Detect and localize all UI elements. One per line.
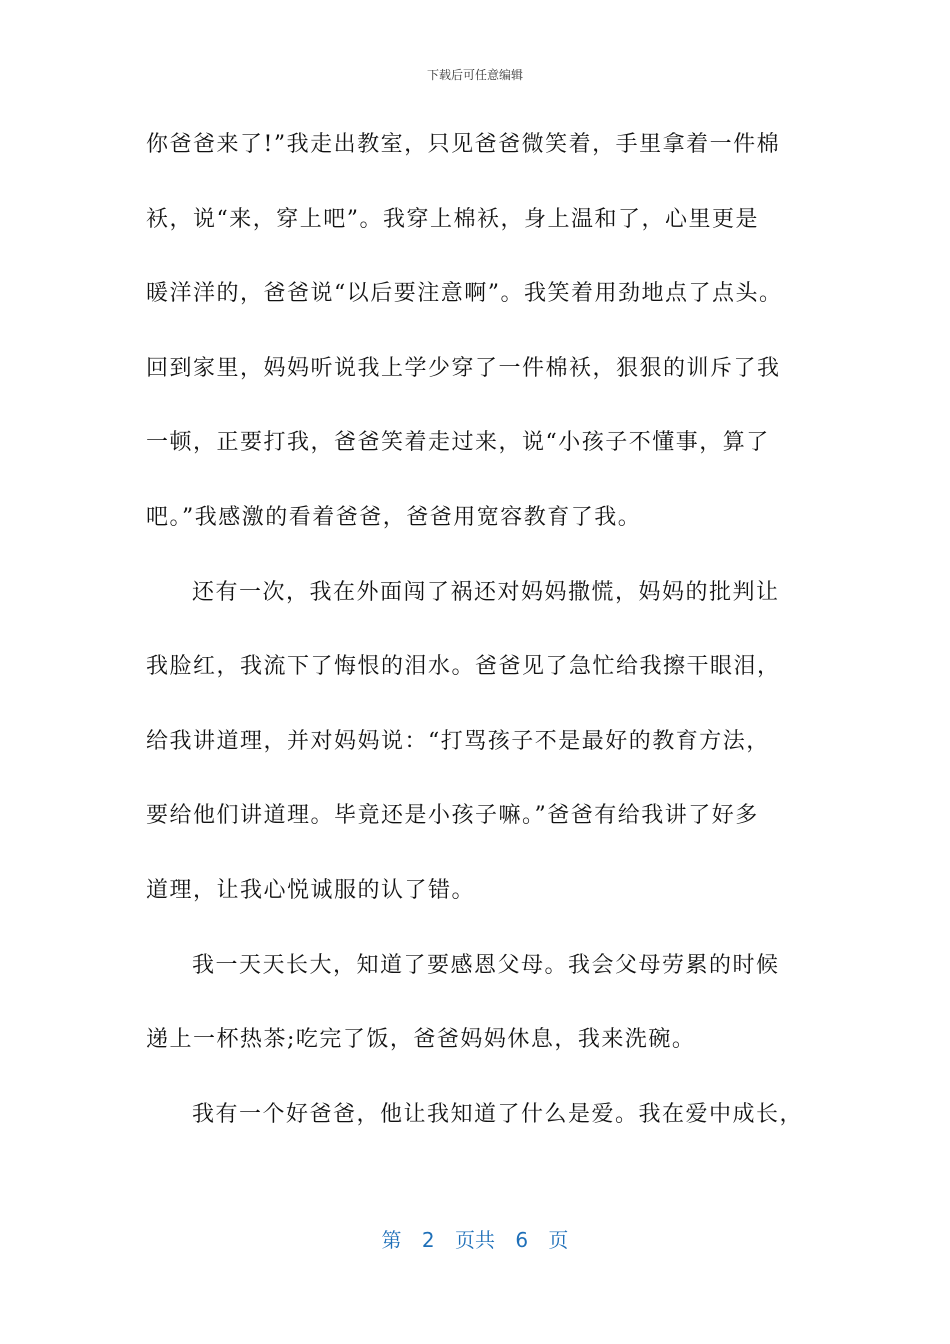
text-line: 回到家里，妈妈听说我上学少穿了一件棉袄，狠狠的训斥了我 xyxy=(146,355,781,381)
text-line: 要给他们讲道理。毕竟还是小孩子嘛。”爸爸有给我讲了好多 xyxy=(146,803,759,829)
text-line: 吧。”我感激的看着爸爸，爸爸用宽容教育了我。 xyxy=(146,504,642,530)
page-number-footer: 第 2 页共 6 页 xyxy=(381,1228,569,1252)
text-line: 你爸爸来了!”我走出教室，只见爸爸微笑着，手里拿着一件棉 xyxy=(146,132,781,157)
page-header: 下载后可任意编辑 xyxy=(426,68,523,82)
paragraph-start-line: 还有一次，我在外面闯了祸还对妈妈撒慌，妈妈的批判让 xyxy=(192,579,780,605)
article-body xyxy=(146,122,806,1166)
paragraph-start-line: 我有一个好爸爸，他让我知道了什么是爱。我在爱中成长， xyxy=(192,1101,804,1127)
text-line: 我脸红，我流下了悔恨的泪水。爸爸见了急忙给我擦干眼泪， xyxy=(146,654,781,680)
text-line: 袄，说“来，穿上吧”。我穿上棉袄，身上温和了，心里更是 xyxy=(146,206,759,232)
paragraph-start-line: 我一天天长大，知道了要感恩父母。我会父母劳累的时候 xyxy=(192,952,780,978)
text-line: 一顿，正要打我，爸爸笑着走过来，说“小孩子不懂事，算了 xyxy=(146,430,770,456)
text-line: 道理，让我心悦诚服的认了错。 xyxy=(146,877,476,903)
text-line: 暖洋洋的，爸爸说“以后要注意啊”。我笑着用劲地点了点头。 xyxy=(146,281,783,307)
text-line: 递上一杯热茶;吃完了饭，爸爸妈妈休息，我来洗碗。 xyxy=(146,1027,696,1053)
text-line: 给我讲道理，并对妈妈说：“打骂孩子不是最好的教育方法， xyxy=(146,728,770,754)
